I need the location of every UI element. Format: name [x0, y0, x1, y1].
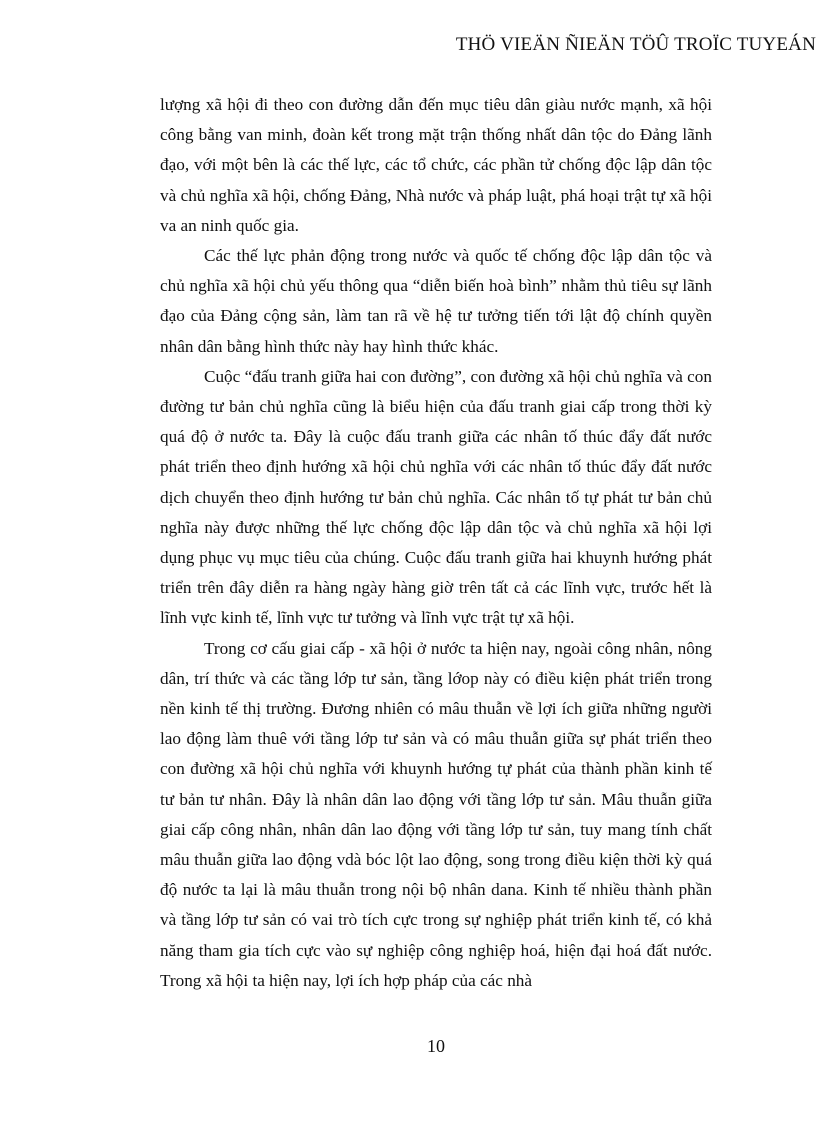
body-text [160, 90, 712, 996]
paragraph: Trong cơ cấu giai cấp - xã hội ở nước ta hiện nay, ngoài công nhân, nông dân, trí thức và các tầng lớp tư sản, tầng lớop này có điều kiện phát triển trong nền kinh tế thị trường. Đương nhiên có mâu thuẫn về lợi ích giữa những người lao động làm thuê với tầng lớp tư sản và có mâu thuẫn giữa sự phát triển theo con đường xã hội chủ nghĩa với khuynh hướng tự phát của thành phần kinh tế tư bản tư nhân. Đây là nhân dân lao động với tầng lớp tư sản. Mâu thuẫn giữa giai cấp công nhân, nhân dân lao động với tầng lớp tư sản, tuy mang tính chất mâu thuẫn giữa lao động vdà bóc lột lao động, song trong điều kiện thời kỳ quá độ nước ta lại là mâu thuẫn trong nội bộ nhân dana. Kinh tế nhiều thành phần và tầng lớp tư sản có vai trò tích cực trong sự nghiệp phát triển kinh tế, có khả năng tham gia tích cực vào sự nghiệp công nghiệp hoá, hiện đại hoá đất nước. Trong xã hội ta hiện nay, lợi ích hợp pháp của các nhà [160, 638, 712, 990]
paragraph-continuation: lượng xã hội đi theo con đường dẫn đến mục tiêu dân giàu nước mạnh, xã hội công bằng van minh, đoàn kết trong mặt trận thống nhất dân tộc do Đảng lãnh đạo, với một bên là các thế lực, các tổ chức, các phần tử chống độc lập dân tộc và chủ nghĩa xã hội, chống Đảng, Nhà nước và pháp luật, phá hoại trật tự xã hội va an ninh quốc gia. [160, 95, 712, 235]
paragraph: Các thế lực phản động trong nước và quốc tế chống độc lập dân tộc và chủ nghĩa xã hội chủ yếu thông qua “diễn biến hoà bình” nhằm thủ tiêu sự lãnh đạo của Đảng cộng sản, làm tan rã về hệ tư tưởng tiến tới lật độ chính quyền nhân dân bằng hình thức này hay hình thức khác. [160, 246, 712, 356]
page-header: THÖ VIEÄN ÑIEÄN TÖÛ TROÏC TUYEÁN [455, 34, 816, 55]
paragraph: Cuộc “đấu tranh giữa hai con đường”, con đường xã hội chủ nghĩa và con đường tư bản chủ nghĩa cũng là biểu hiện của đấu tranh giai cấp trong thời kỳ quá độ ở nước ta. Đây là cuộc đấu tranh giữa các nhân tố thúc đẩy đất nước phát triển theo định hướng xã hội chủ nghĩa với các nhân tố thúc đẩy đất nước dịch chuyển theo định hướng tư bản chủ nghĩa. Các nhân tố tự phát tư bản chủ nghĩa này được những thế lực chống độc lập dân tộc và chủ nghĩa xã hội lợi dụng phục vụ mục tiêu của chúng. Cuộc đấu tranh giữa hai khuynh hướng phát triển trên đây diễn ra hàng ngày hàng giờ trên tất cả các lĩnh vực, trước hết là lĩnh vực kinh tế, lĩnh vực tư tưởng và lĩnh vực trật tự xã hội. [160, 366, 712, 628]
page-number: 10 [427, 1036, 445, 1056]
